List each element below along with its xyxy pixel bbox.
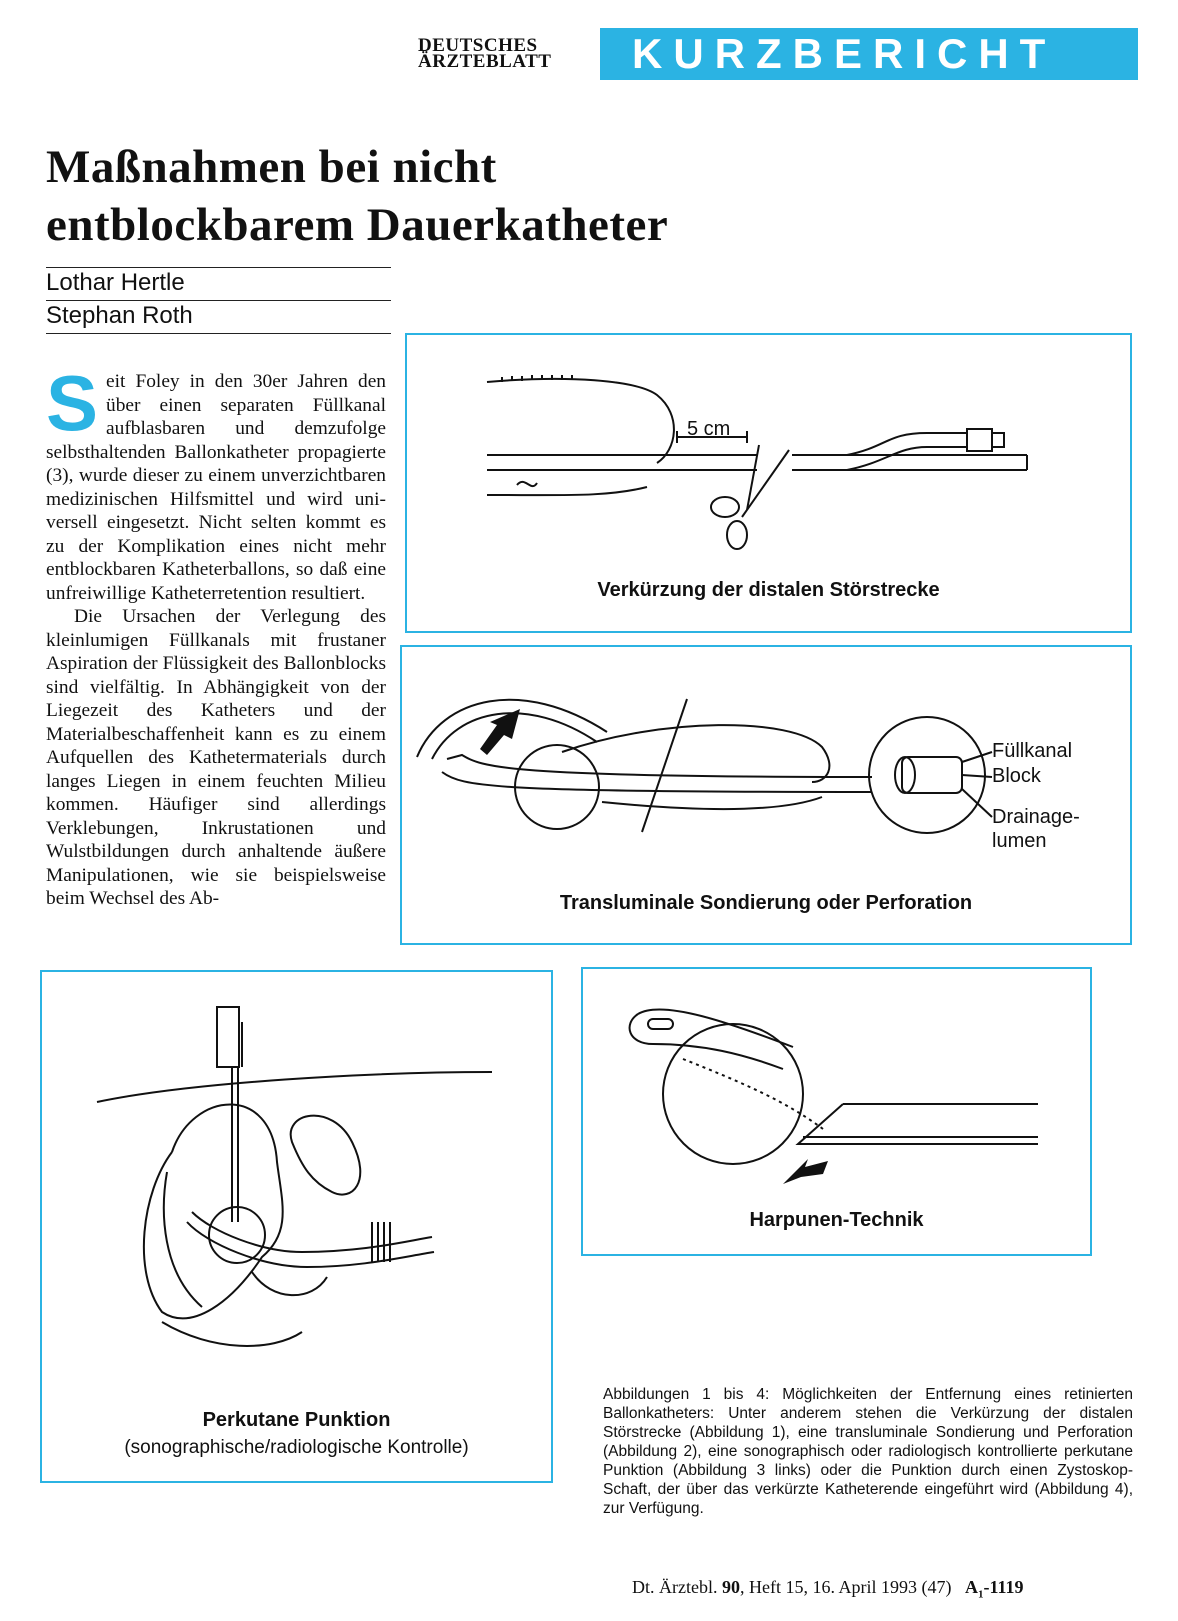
- figure-3-subcaption: (sonographische/radiologische Kontrolle): [124, 1437, 469, 1458]
- figure-4-caption: Harpunen-Technik: [749, 1209, 924, 1231]
- masthead-line2: ÄRZTEBLATT: [418, 51, 552, 72]
- masthead-logo: [418, 35, 552, 72]
- figure-2-label-fill: Füllkanal: [992, 740, 1073, 762]
- masthead-line1: DEUTSCHES: [418, 35, 538, 56]
- figure-2-caption: Transluminale Sondierung oder Perforation: [559, 892, 973, 914]
- figure-1: [405, 333, 1132, 633]
- article-title: [46, 138, 1046, 254]
- paragraph-2: Die Ursachen der Verlegung des kleinlumigen Füllkanals mit frustaner Aspiration der Flüssigkeit des Ballonblocks sind vielfältig. In Abhängigkeit von der Liegezeit des Katheters und der Materialbeschaffenheit kann es zu einem Aufquellen des Kathetermaterials durch langes Liegen in einem feuchten Milieu kommen. Häufiger sind allerdings Verklebungen, Inkrustationen und Wulstbildungen durch anhaltende äußere Manipulationen, wie sie beispielsweise beim Wechsel des Ab-: [46, 606, 386, 909]
- figure-4: [581, 967, 1092, 1256]
- figure-2-label-drain2: lumen: [992, 830, 1047, 852]
- footer-volume: 90: [721, 1577, 740, 1597]
- paragraph-1: [46, 359, 386, 605]
- figure-4-arrow: [783, 1159, 828, 1184]
- title-line1: Maßnahmen bei nicht: [46, 141, 497, 193]
- author-1: Lothar Hertle: [46, 269, 185, 296]
- figure-3-caption: Perkutane Punktion: [202, 1409, 391, 1431]
- figure-1-measure: 5 cm: [687, 418, 731, 440]
- section-label: KURZBERICHT: [632, 30, 1057, 77]
- title-line2: entblockbarem Dauerkatheter: [46, 199, 669, 251]
- figure-1-caption: Verkürzung der distalen Störstrecke: [597, 579, 940, 601]
- figure-2-label-block: Block: [992, 765, 1041, 787]
- author-rule-bottom: [46, 333, 391, 334]
- paragraph-1-text: eit Foley in den 30er Jahren den über einen separaten Füllkanal aufblasbaren und demzufolge selbsthaltenden Ballonkatheter propagierte (3), wurde dieser zu einem unverzichtbaren medizinischen Hilfsmittel und wird universell eingesetzt. Nicht selten kommt es zu der Komplikation eines nicht mehr entblockbaren Katheterballons, so daß eine unfreiwillige Katheterretention resultiert.: [46, 371, 386, 604]
- figure-3: [40, 970, 553, 1483]
- body-text: [46, 359, 386, 911]
- footer-issue: , Heft 15, 16. April 1993 (47): [739, 1577, 952, 1597]
- drop-cap: S: [46, 359, 99, 447]
- footer-page: $A_1-1119$: [964, 1577, 1024, 1601]
- page-footer: [632, 1577, 1023, 1601]
- author-2: Stephan Roth: [46, 302, 193, 329]
- section-banner: [600, 28, 1138, 80]
- figure-2: [400, 645, 1132, 945]
- footer-journal: Dt. Ärztebl.: [632, 1577, 718, 1597]
- figure-legend: Abbildungen 1 bis 4: Möglichkeiten der Entfernung eines retinierten Ballonkatheters: Unter anderem stehen die Verkürzung der distalen Störstrecke (Abbildung 1), eine transluminale Sondierung und Perforation (Abbildung 2), eine sonographisch oder radiologisch kontrollierte perkutane Punktion (Abbildung 3 links) oder die Punktion durch einen Zystoskop-Schaft, der über das verkürzte Katheterende eingeführt wird (Abbildung 4), zur Verfügung.: [603, 1386, 1133, 1517]
- figure-2-label-drain1: Drainage-: [992, 806, 1080, 828]
